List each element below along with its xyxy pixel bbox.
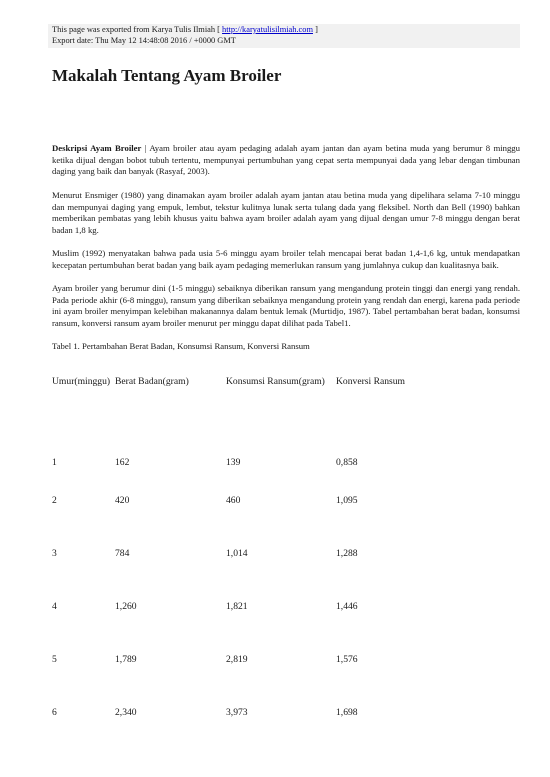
cell-feed: 1,821 [226,600,248,612]
cell-conversion: 1,288 [336,547,358,559]
export-source-suffix: ] [312,25,318,34]
document-title: Makalah Tentang Ayam Broiler [52,66,282,85]
cell-age: 6 [52,706,57,718]
cell-feed: 460 [226,494,241,506]
table-row [52,633,452,686]
cell-feed: 2,819 [226,653,248,665]
paragraph-description [52,143,520,178]
table-row [52,527,452,580]
cell-weight: 420 [115,494,130,506]
header-feed-conversion: Konversi Ransum [336,376,406,387]
header-age: Umur(minggu) [52,376,111,387]
paragraph-heading: Deskripsi Ayam Broiler [52,143,142,153]
export-source-prefix: This page was exported from Karya Tulis Ilmiah [ [52,25,223,34]
table-row [52,686,452,739]
table-row [52,580,452,633]
cell-weight: 784 [115,547,130,559]
cell-age: 4 [52,600,57,612]
table-row [52,474,452,527]
cell-age: 3 [52,547,57,559]
table-caption: Tabel 1. Pertambahan Berat Badan, Konsumsi Ransum, Konversi Ransum [52,341,310,351]
paragraph-muslim: Muslim (1992) menyatakan bahwa pada usia 5-6 minggu ayam broiler telah mencapai berat badan 1,4-1,6 kg, untuk mendapatkan kecepatan pertumbuhan berat badan yang baik ayam pedaging memerlukan ransum yang jumlahnya cukup dan kualitasnya baik. [52,248,520,270]
export-date: Export date: Thu May 12 14:48:08 2016 / +0000 GMT [52,36,236,45]
cell-conversion: 1,446 [336,600,358,612]
table-header-row [52,365,452,399]
header-feed-consumption: Konsumsi Ransum(gram) [226,376,325,387]
paragraph-ensmiger: Menurut Ensmiger (1980) yang dinamakan ayam broiler adalah ayam jantan atau betina muda yang dipelihara selama 7-10 minggu dan mempunyai daging yang empuk, lembut, tekstur kulitnya lunak serta tulang dada yang fleksibel. North dan Bell (1990) bahkan memberikan pembatas yang lebih khusus yaitu bahwa ayam broiler adalah ayam yang dijual dengan umur 7-8 minggu dengan berat badan 1,8 kg. [52,190,520,235]
cell-age: 1 [52,457,57,468]
export-source-line [52,24,520,35]
export-header [48,24,520,48]
growth-table [52,365,452,739]
cell-weight: 2,340 [115,706,137,718]
cell-weight: 1,789 [115,653,137,665]
paragraph-feeding: Ayam broiler yang berumur dini (1-5 minggu) sebaiknya diberikan ransum yang mengandung protein tinggi dan energi yang rendah. Pada periode akhir (6-8 minggu), ransum yang diberikan sebaiknya mengandung protein yang rendah dan energi, karena pada periode ini ayam broiler menyimpan kelebihan makanannya dalam bentuk lemak (Murtidjo, 1987). Tabel pertambahan berat badan, konsumsi ransum, konversi ransum ayam broiler menurut per minggu dapat dilihat pada Tabel1. [52,283,520,328]
cell-weight: 1,260 [115,600,137,612]
cell-conversion: 1,698 [336,706,358,718]
header-weight: Berat Badan(gram) [115,376,189,387]
table-row [52,399,452,474]
cell-age: 2 [52,494,57,506]
cell-feed: 3,973 [226,706,248,718]
cell-weight: 162 [115,457,130,468]
cell-age: 5 [52,653,57,665]
paragraph-text: | Ayam broiler atau ayam pedaging adalah ayam jantan dan ayam betina muda yang berumur 8 minggu ketika dijual dengan bobot tubuh tertentu, mempunyai pertumbuhan yang cepat serta mempunyai dada yang lebar dengan timbunan daging yang baik dan banyak (Rasyaf, 2003). [52,143,520,177]
cell-feed: 1,014 [226,547,248,559]
cell-feed: 139 [226,457,241,468]
cell-conversion: 0,858 [336,457,358,468]
cell-conversion: 1,095 [336,494,358,506]
source-link[interactable]: http://karyatulisilmiah.com [222,25,313,34]
cell-conversion: 1,576 [336,653,358,665]
